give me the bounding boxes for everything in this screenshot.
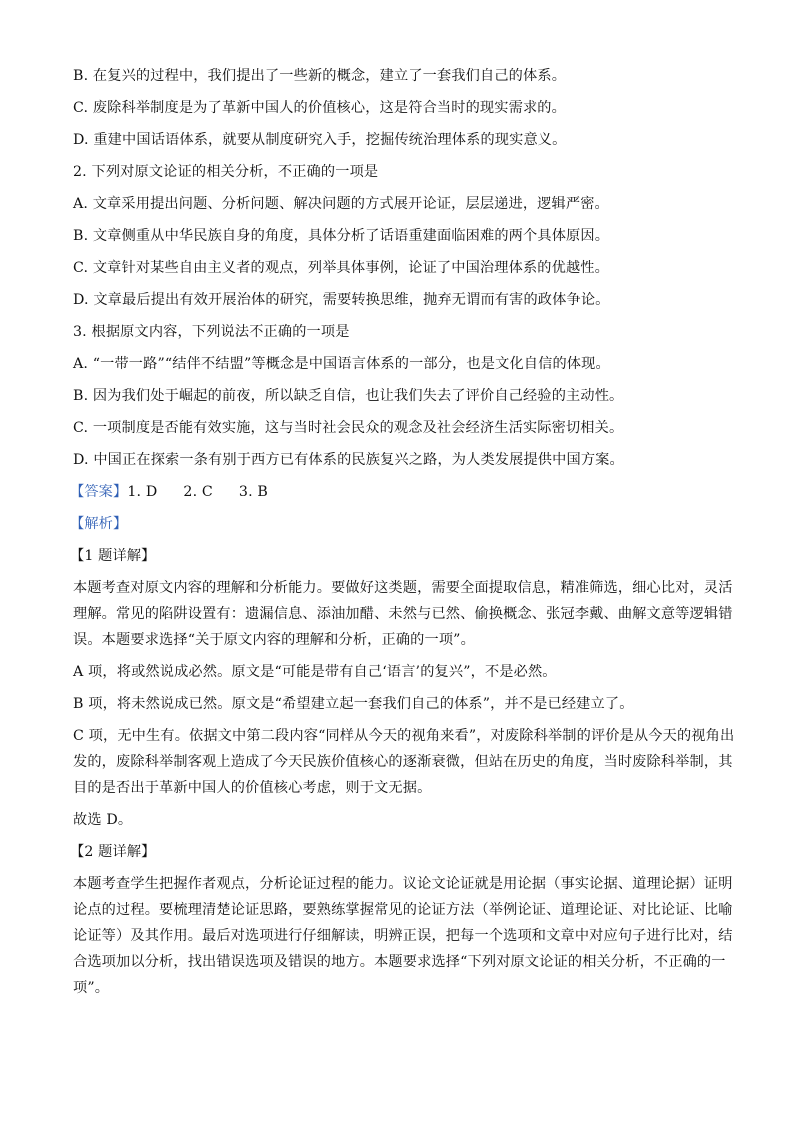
q2-option-b: B. 文章侧重从中华民族自身的角度，具体分析了话语重建面临困难的两个具体原因。 — [73, 228, 610, 244]
detail2-intro-line-1: 本题考查学生把握作者观点，分析论证过程的能力。议论文论证就是用论据（事实论据、道理论据）证明 — [73, 876, 733, 892]
detail2-intro-line-4: 合选项加以分析，找出错误选项及错误的地方。本题要求选择“下列对原文论证的相关分析，不正确的一 — [73, 954, 726, 970]
answer-item-2: 2. C — [183, 484, 213, 500]
detail2-intro-line-5: 项”。 — [73, 980, 110, 996]
detail1-option-c-line-3: 目的是否出于革新中国人的价值核心考虑，则于文无据。 — [73, 780, 432, 796]
detail2-intro-line-3: 论证等）及其作用。最后对选项进行仔细解读，明辨正误，把每一个选项和文章中对应句子进行比对，结 — [73, 928, 733, 944]
q3-option-b: B. 因为我们处于崛起的前夜，所以缺乏自信，也让我们失去了评价自己经验的主动性。 — [73, 388, 624, 404]
q2-stem: 2. 下列对原文论证的相关分析，不正确的一项是 — [73, 164, 379, 180]
detail1-intro-line-1: 本题考查对原文内容的理解和分析能力。要做好这类题，需要全面提取信息，精准筛选，细心比对，灵活 — [73, 580, 733, 596]
detail1-conclusion: 故选 D。 — [73, 812, 133, 828]
detail1-option-a: A 项，将或然说成必然。原文是“可能是带有自己‘语言’的复兴”，不是必然。 — [73, 664, 557, 680]
detail1-option-b: B 项，将未然说成已然。原文是“希望建立起一套我们自己的体系”，并不是已经建立了。 — [73, 696, 634, 712]
answer-item-1: 1. D — [127, 484, 158, 500]
answer-label: 【答案】 — [70, 484, 128, 500]
q2-option-a: A. 文章采用提出问题、分析问题、解决问题的方式展开论证，层层递进，逻辑严密。 — [73, 196, 609, 212]
detail1-option-c-line-2: 发的，废除科举制客观上造成了今天民族价值核心的逐渐衰微，但站在历史的角度，当时废除科举制，其 — [73, 754, 733, 770]
q1-option-b: B. 在复兴的过程中，我们提出了一些新的概念，建立了一套我们自己的体系。 — [73, 68, 567, 84]
q3-option-a: A. “一带一路”“结伴不结盟”等概念是中国语言体系的一部分，也是文化自信的体现。 — [73, 356, 610, 372]
q3-stem: 3. 根据原文内容，下列说法不正确的一项是 — [73, 324, 350, 340]
q3-option-d: D. 中国正在探索一条有别于西方已有体系的民族复兴之路，为人类发展提供中国方案。 — [73, 452, 624, 468]
detail1-intro-line-3: 误。本题要求选择“关于原文内容的理解和分析，正确的一项”。 — [73, 632, 475, 648]
q2-option-d: D. 文章最后提出有效开展治体的研究，需要转换思维，抛弃无谓而有害的政体争论。 — [73, 292, 610, 308]
detail2-heading: 【2 题详解】 — [70, 844, 156, 860]
detail1-heading: 【1 题详解】 — [70, 548, 156, 564]
answer-row — [70, 482, 720, 502]
detail1-option-c-line-1: C 项，无中生有。依据文中第二段内容“同样从今天的视角来看”，对废除科举制的评价是从今天的视角出 — [73, 728, 735, 744]
q1-option-c: C. 废除科举制度是为了革新中国人的价值核心，这是符合当时的现实需求的。 — [73, 100, 566, 116]
detail2-intro-line-2: 论点的过程。要梳理清楚论证思路，要熟练掌握常见的论证方法（举例论证、道理论证、对比论证、比喻 — [73, 902, 733, 918]
q3-option-c: C. 一项制度是否能有效实施，这与当时社会民众的观念及社会经济生活实际密切相关。 — [73, 420, 624, 436]
q2-option-c: C. 文章针对某些自由主义者的观点，列举具体事例，论证了中国治理体系的优越性。 — [73, 260, 609, 276]
analysis-label: 【解析】 — [70, 516, 128, 532]
answer-item-3: 3. B — [238, 484, 268, 500]
detail1-intro-line-2: 理解。常见的陷阱设置有：遗漏信息、添油加醋、未然与已然、偷换概念、张冠李戴、曲解文意等逻辑错 — [73, 606, 733, 622]
q1-option-d: D. 重建中国话语体系，就要从制度研究入手，挖掘传统治理体系的现实意义。 — [73, 132, 567, 148]
